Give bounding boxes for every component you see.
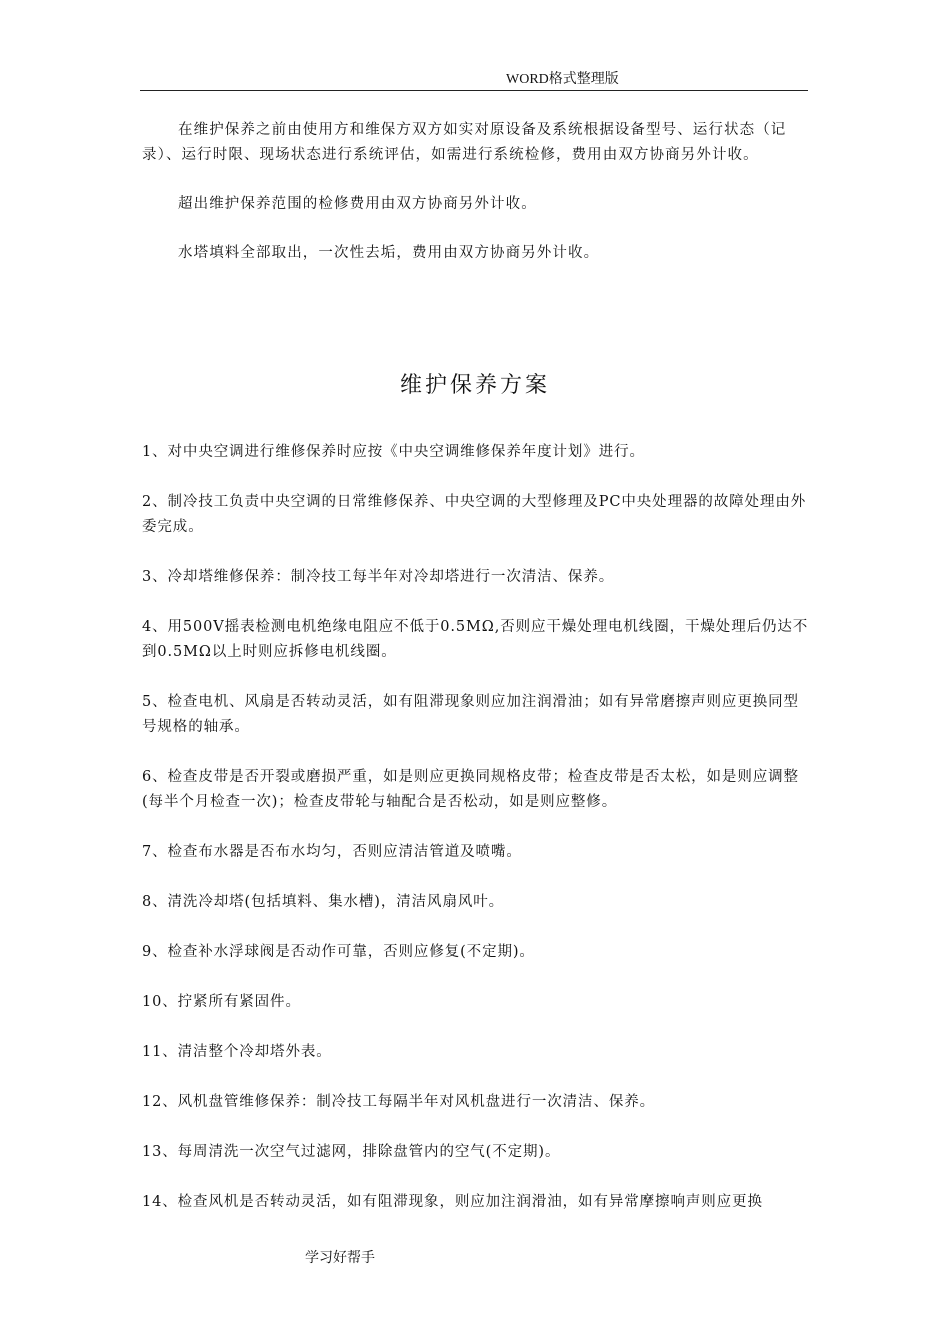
maintenance-item-list [142, 440, 810, 1240]
maintenance-item: 3、冷却塔维修保养：制冷技工每半年对冷却塔进行一次清洁、保养。 [142, 569, 615, 585]
page-header [140, 70, 808, 91]
intro-paragraph: 超出维护保养范围的检修费用由双方协商另外计收。 [178, 196, 537, 212]
header-label: WORD格式整理版 [506, 72, 619, 87]
maintenance-item: 9、检查补水浮球阀是否动作可靠，否则应修复(不定期)。 [142, 944, 535, 960]
maintenance-item: 14、检查风机是否转动灵活，如有阻滞现象，则应加注润滑油，如有异常摩擦响声则应更换 [142, 1194, 763, 1210]
intro-section [142, 118, 810, 266]
intro-paragraph: 在维护保养之前由使用方和维保方双方如实对原设备及系统根据设备型号、运行状态（记录）、运行时限、现场状态进行系统评估，如需进行系统检修，费用由双方协商另外计收。 [142, 122, 787, 163]
maintenance-item: 8、清洗冷却塔(包括填料、集水槽)，清洁风扇风叶。 [142, 894, 505, 910]
page-footer: 学习好帮手 [305, 1250, 375, 1266]
maintenance-item: 13、每周清洗一次空气过滤网，排除盘管内的空气(不定期)。 [142, 1144, 561, 1160]
maintenance-item: 7、检查布水器是否布水均匀，否则应清洁管道及喷嘴。 [142, 844, 522, 860]
maintenance-item: 2、制冷技工负责中央空调的日常维修保养、中央空调的大型修理及PC中央处理器的故障处理由外委完成。 [142, 494, 807, 535]
section-title: 维护保养方案 [399, 373, 550, 398]
maintenance-item: 10、拧紧所有紧固件。 [142, 994, 301, 1010]
maintenance-item: 1、对中央空调进行维修保养时应按《中央空调维修保养年度计划》进行。 [142, 444, 645, 460]
intro-paragraph: 水塔填料全部取出，一次性去垢，费用由双方协商另外计收。 [178, 245, 600, 261]
maintenance-item: 11、清洁整个冷却塔外表。 [142, 1044, 332, 1060]
maintenance-item: 12、风机盘管维修保养：制冷技工每隔半年对风机盘进行一次清洁、保养。 [142, 1094, 656, 1110]
maintenance-item: 5、检查电机、风扇是否转动灵活，如有阻滞现象则应加注润滑油；如有异常磨擦声则应更换同型号规格的轴承。 [142, 694, 799, 735]
maintenance-item: 6、检查皮带是否开裂或磨损严重，如是则应更换同规格皮带；检查皮带是否太松，如是则应调整(每半个月检查一次)；检查皮带轮与轴配合是否松动，如是则应整修。 [142, 769, 799, 810]
maintenance-item: 4、用500Ⅴ摇表检测电机绝缘电阻应不低于0.5MΩ,否则应干燥处理电机线圈，干燥处理后仍达不到0.5MΩ以上时则应拆修电机线圈。 [142, 619, 809, 660]
